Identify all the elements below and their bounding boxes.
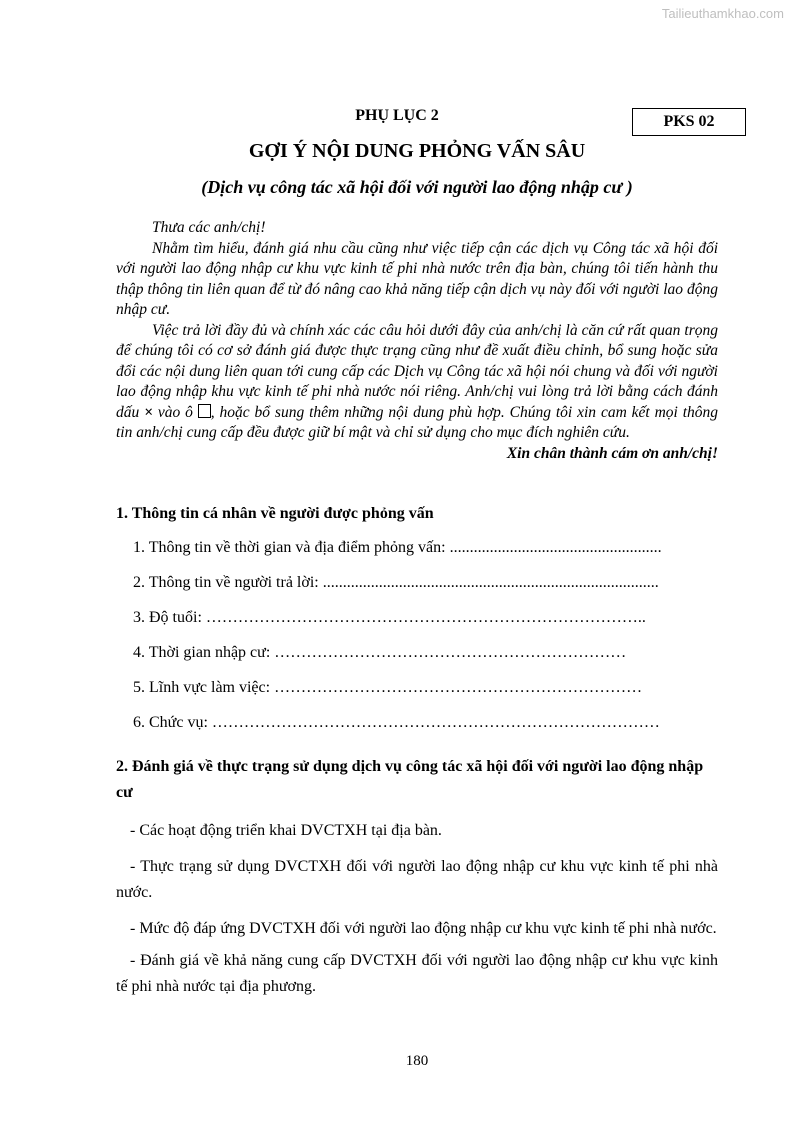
checkbox-icon [198, 404, 211, 418]
personal-info-list [133, 538, 662, 748]
list-item: - Thực trạng sử dụng DVCTXH đối với người lao động nhập cư khu vực kinh tế phi nhà nước. [116, 858, 718, 901]
form-code-box: PKS 02 [632, 108, 746, 136]
list-item: 5. Lĩnh vực làm việc: …………………………………………………………… [133, 679, 643, 696]
document-title: GỢI Ý NỘI DUNG PHỎNG VẤN SÂU [248, 140, 586, 162]
list-item: 2. Thông tin về người trả lời: .................................................................................... [133, 574, 659, 591]
section-1-title: 1. Thông tin cá nhân về người được phỏng vấn [116, 505, 434, 522]
thanks-line: Xin chân thành cám ơn anh/chị! [506, 444, 718, 462]
list-item: - Đánh giá về khả năng cung cấp DVCTXH đối với người lao động nhập cư khu vực kinh tế phi nhà nước tại địa phương. [116, 952, 718, 995]
list-item: - Mức độ đáp ứng DVCTXH đối với người lao động nhập cư khu vực kinh tế phi nhà nước. [130, 920, 717, 937]
cross-mark-icon: × [144, 403, 153, 421]
intro-paragraph-1: Nhằm tìm hiểu, đánh giá nhu cầu cũng như việc tiếp cận các dịch vụ Công tác xã hội đối với người lao động nhập cư khu vực kinh tế phi nhà nước trên địa bàn, chúng tôi tiến hành thu thập thông tin liên quan để từ đó nâng cao khả năng tiếp cận dịch vụ này đối với người lao động nhập cư. [116, 239, 718, 318]
appendix-label: PHỤ LỤC 2 [355, 107, 439, 124]
list-item: 3. Độ tuổi: ……………………………………………………………………….. [133, 609, 646, 626]
intro-paragraph-2-start: Việc trả lời đầy đủ và chính xác các câu hỏi dưới đây của anh/chị là căn cứ rất quan trọng để chúng tôi có cơ sở đánh giá được thực trạng cũng như đề xuất điều chỉnh, bổ sung hoặc sửa đổi các nội dung liên quan tới cung cấp các Dịch vụ Công tác xã hội nói chung và đối với người lao động nhập khu vực kinh tế phi nhà nước nói riêng. Anh/chị vui lòng trả lời bằng cách đánh dấu [116, 321, 718, 421]
list-item: 6. Chức vụ: ………………………………………………………………………… [133, 714, 660, 731]
intro-paragraph-2-mid: vào ô [157, 403, 193, 421]
list-item: 4. Thời gian nhập cư: ………………………………………………………… [133, 644, 627, 661]
intro-text [116, 218, 718, 464]
section-2-title: 2. Đánh giá về thực trạng sử dụng dịch vụ công tác xã hội đối với người lao động nhập cư [116, 758, 704, 801]
intro-paragraph-2-end: , hoặc bổ sung thêm những nội dung phù hợp. Chúng tôi xin cam kết mọi thông tin anh/chị cung cấp đều được giữ bí mật và chỉ sử dụng cho mục đích nghiên cứu. [116, 403, 719, 441]
assessment-list [116, 818, 718, 1000]
list-item: 1. Thông tin về thời gian và địa điểm phỏng vấn: ..................................................... [133, 539, 662, 556]
page-number: 180 [405, 1053, 429, 1069]
document-subtitle: (Dịch vụ công tác xã hội đối với người lao động nhập cư ) [201, 177, 633, 197]
list-item: - Các hoạt động triển khai DVCTXH tại địa bàn. [130, 822, 442, 839]
greeting: Thưa các anh/chị! [152, 219, 266, 236]
intro-paragraph-2 [116, 321, 718, 444]
watermark: Tailieuthamkhao.com [661, 6, 784, 21]
